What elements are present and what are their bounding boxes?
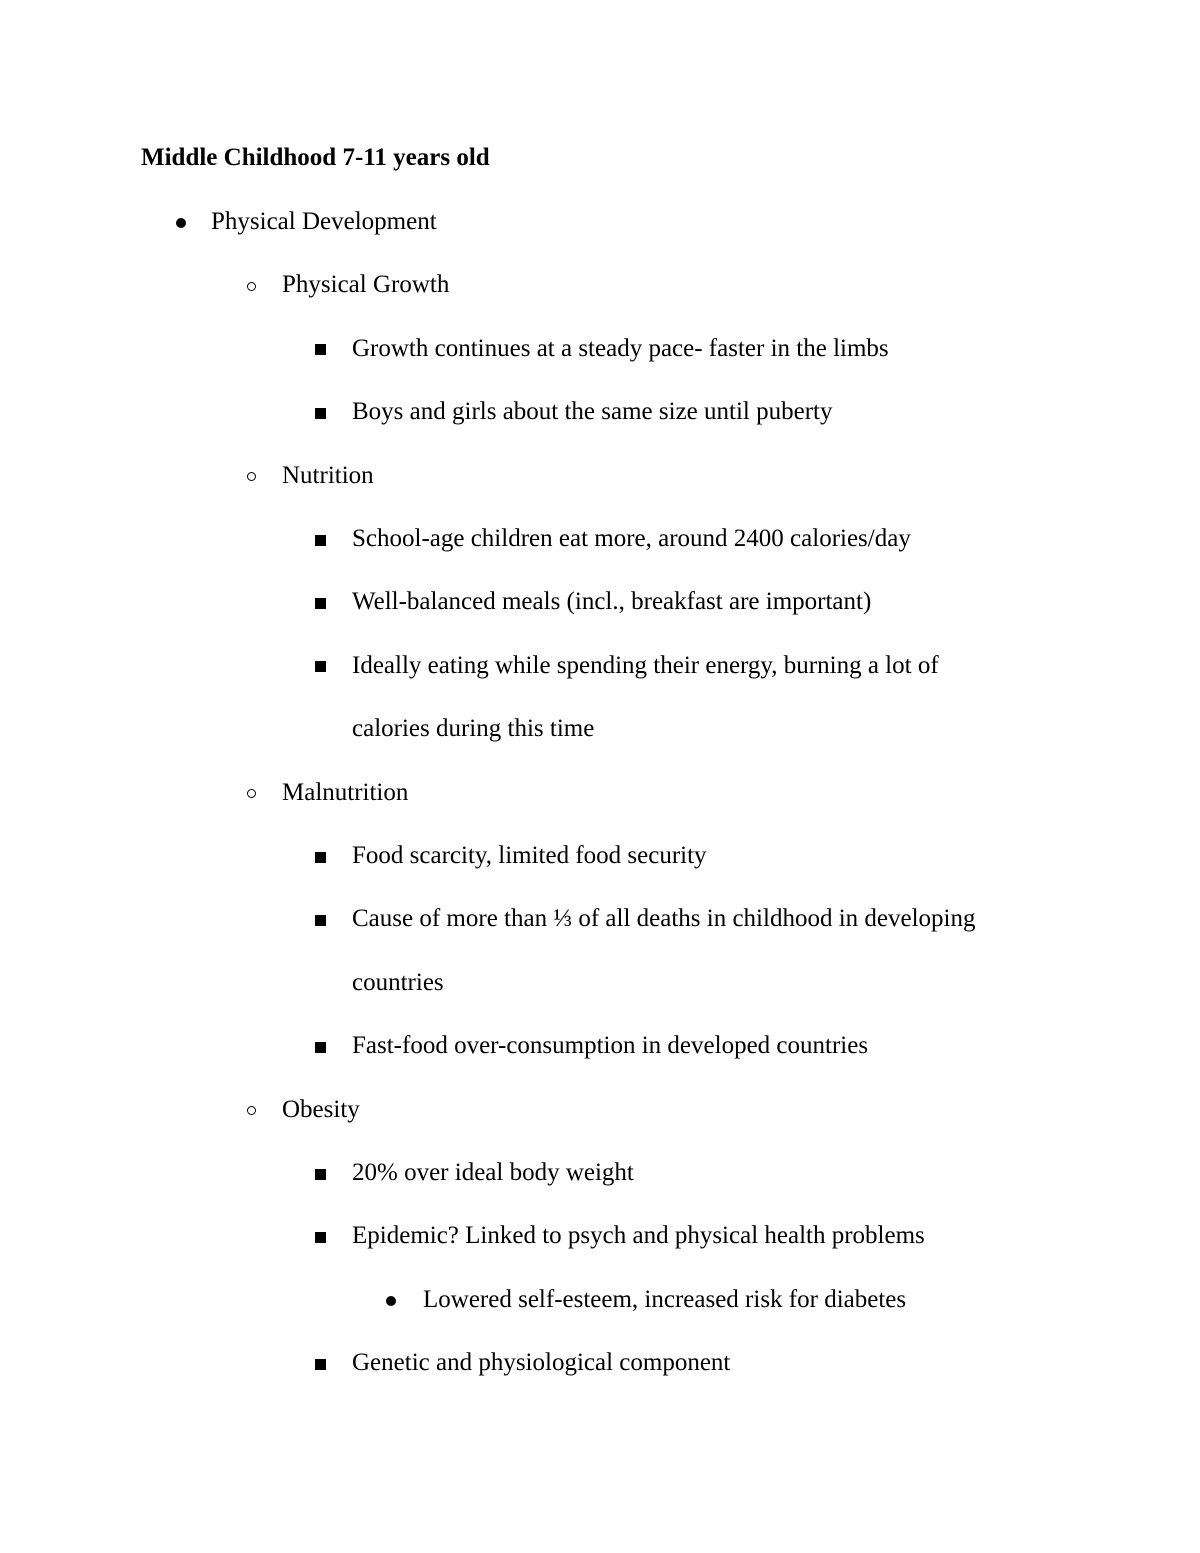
outline-item-text: Physical Development — [211, 208, 437, 235]
filled-circle-bullet-icon — [176, 218, 186, 228]
square-bullet-icon — [315, 1359, 326, 1370]
outline-item-level-3 — [0, 523, 1200, 555]
outline-item-text: Food scarcity, limited food security — [352, 842, 707, 869]
square-bullet-icon — [315, 1169, 326, 1180]
square-bullet-icon — [315, 1232, 326, 1243]
outline-item-level-4 — [0, 1284, 1200, 1316]
outline-item-text: Genetic and physiological component — [352, 1349, 731, 1377]
outline-item-text: 20% over ideal body weight — [352, 1159, 634, 1186]
outline-item-level-3 — [0, 903, 1200, 935]
outline-item-level-3 — [0, 650, 1200, 682]
hollow-circle-bullet-icon — [247, 789, 256, 798]
outline-item-text: Obesity — [282, 1095, 360, 1123]
outline-item-level-3 — [0, 333, 1200, 365]
outline-item-text: Boys and girls about the same size until puberty — [352, 398, 833, 426]
outline-item-text: Physical Growth — [282, 271, 450, 299]
outline-item-level-2 — [0, 269, 1200, 301]
outline-item-text: Well-balanced meals (incl., breakfast are important) — [352, 588, 872, 616]
outline-item-level-2 — [0, 460, 1200, 492]
outline-item-text: Malnutrition — [282, 778, 409, 806]
outline-item-text: Fast-food over-consumption in developed countries — [352, 1032, 869, 1060]
square-bullet-icon — [315, 598, 326, 609]
outline-item-text: calories during this time — [352, 715, 595, 743]
outline-item-text: School-age children eat more, around 2400 calories/day — [352, 525, 911, 552]
filled-circle-bullet-icon — [386, 1296, 396, 1306]
outline-item-level-3 — [0, 840, 1200, 872]
hollow-circle-bullet-icon — [247, 1106, 256, 1115]
outline-item-level-3 — [0, 1157, 1200, 1189]
outline-item-level-2 — [0, 777, 1200, 809]
square-bullet-icon — [315, 344, 326, 355]
square-bullet-icon — [315, 661, 326, 672]
square-bullet-icon — [315, 915, 326, 926]
square-bullet-icon — [315, 1042, 326, 1053]
square-bullet-icon — [315, 852, 326, 863]
outline-item-level-3 — [0, 396, 1200, 428]
outline-item-text: Epidemic? Linked to psych and physical health problems — [352, 1222, 925, 1250]
outline-item-level-2 — [0, 1094, 1200, 1126]
hollow-circle-bullet-icon — [247, 472, 256, 481]
outline-item-text: Nutrition — [282, 461, 374, 489]
outline-item-text: Ideally eating while spending their energy, burning a lot of — [352, 651, 939, 679]
outline-item-text: Lowered self-esteem, increased risk for diabetes — [423, 1285, 907, 1313]
square-bullet-icon — [315, 408, 326, 419]
outline-item-text: Cause of more than ⅓ of all deaths in childhood in developing — [352, 905, 976, 933]
square-bullet-icon — [315, 535, 326, 546]
outline-item-level-3 — [0, 586, 1200, 618]
hollow-circle-bullet-icon — [247, 282, 256, 291]
outline-item-text: Growth continues at a steady pace- faster in the limbs — [352, 334, 889, 362]
outline-item-level-3 — [0, 1347, 1200, 1379]
outline-item-level-3 — [0, 1030, 1200, 1062]
outline-item-level-3 — [0, 1220, 1200, 1252]
outline-item-level-3 — [0, 967, 1200, 999]
outline-item-level-1 — [0, 206, 1200, 238]
outline-item-text: countries — [352, 968, 444, 996]
outline-item-level-3 — [0, 713, 1200, 745]
document-title: Middle Childhood 7-11 years old — [141, 144, 490, 171]
